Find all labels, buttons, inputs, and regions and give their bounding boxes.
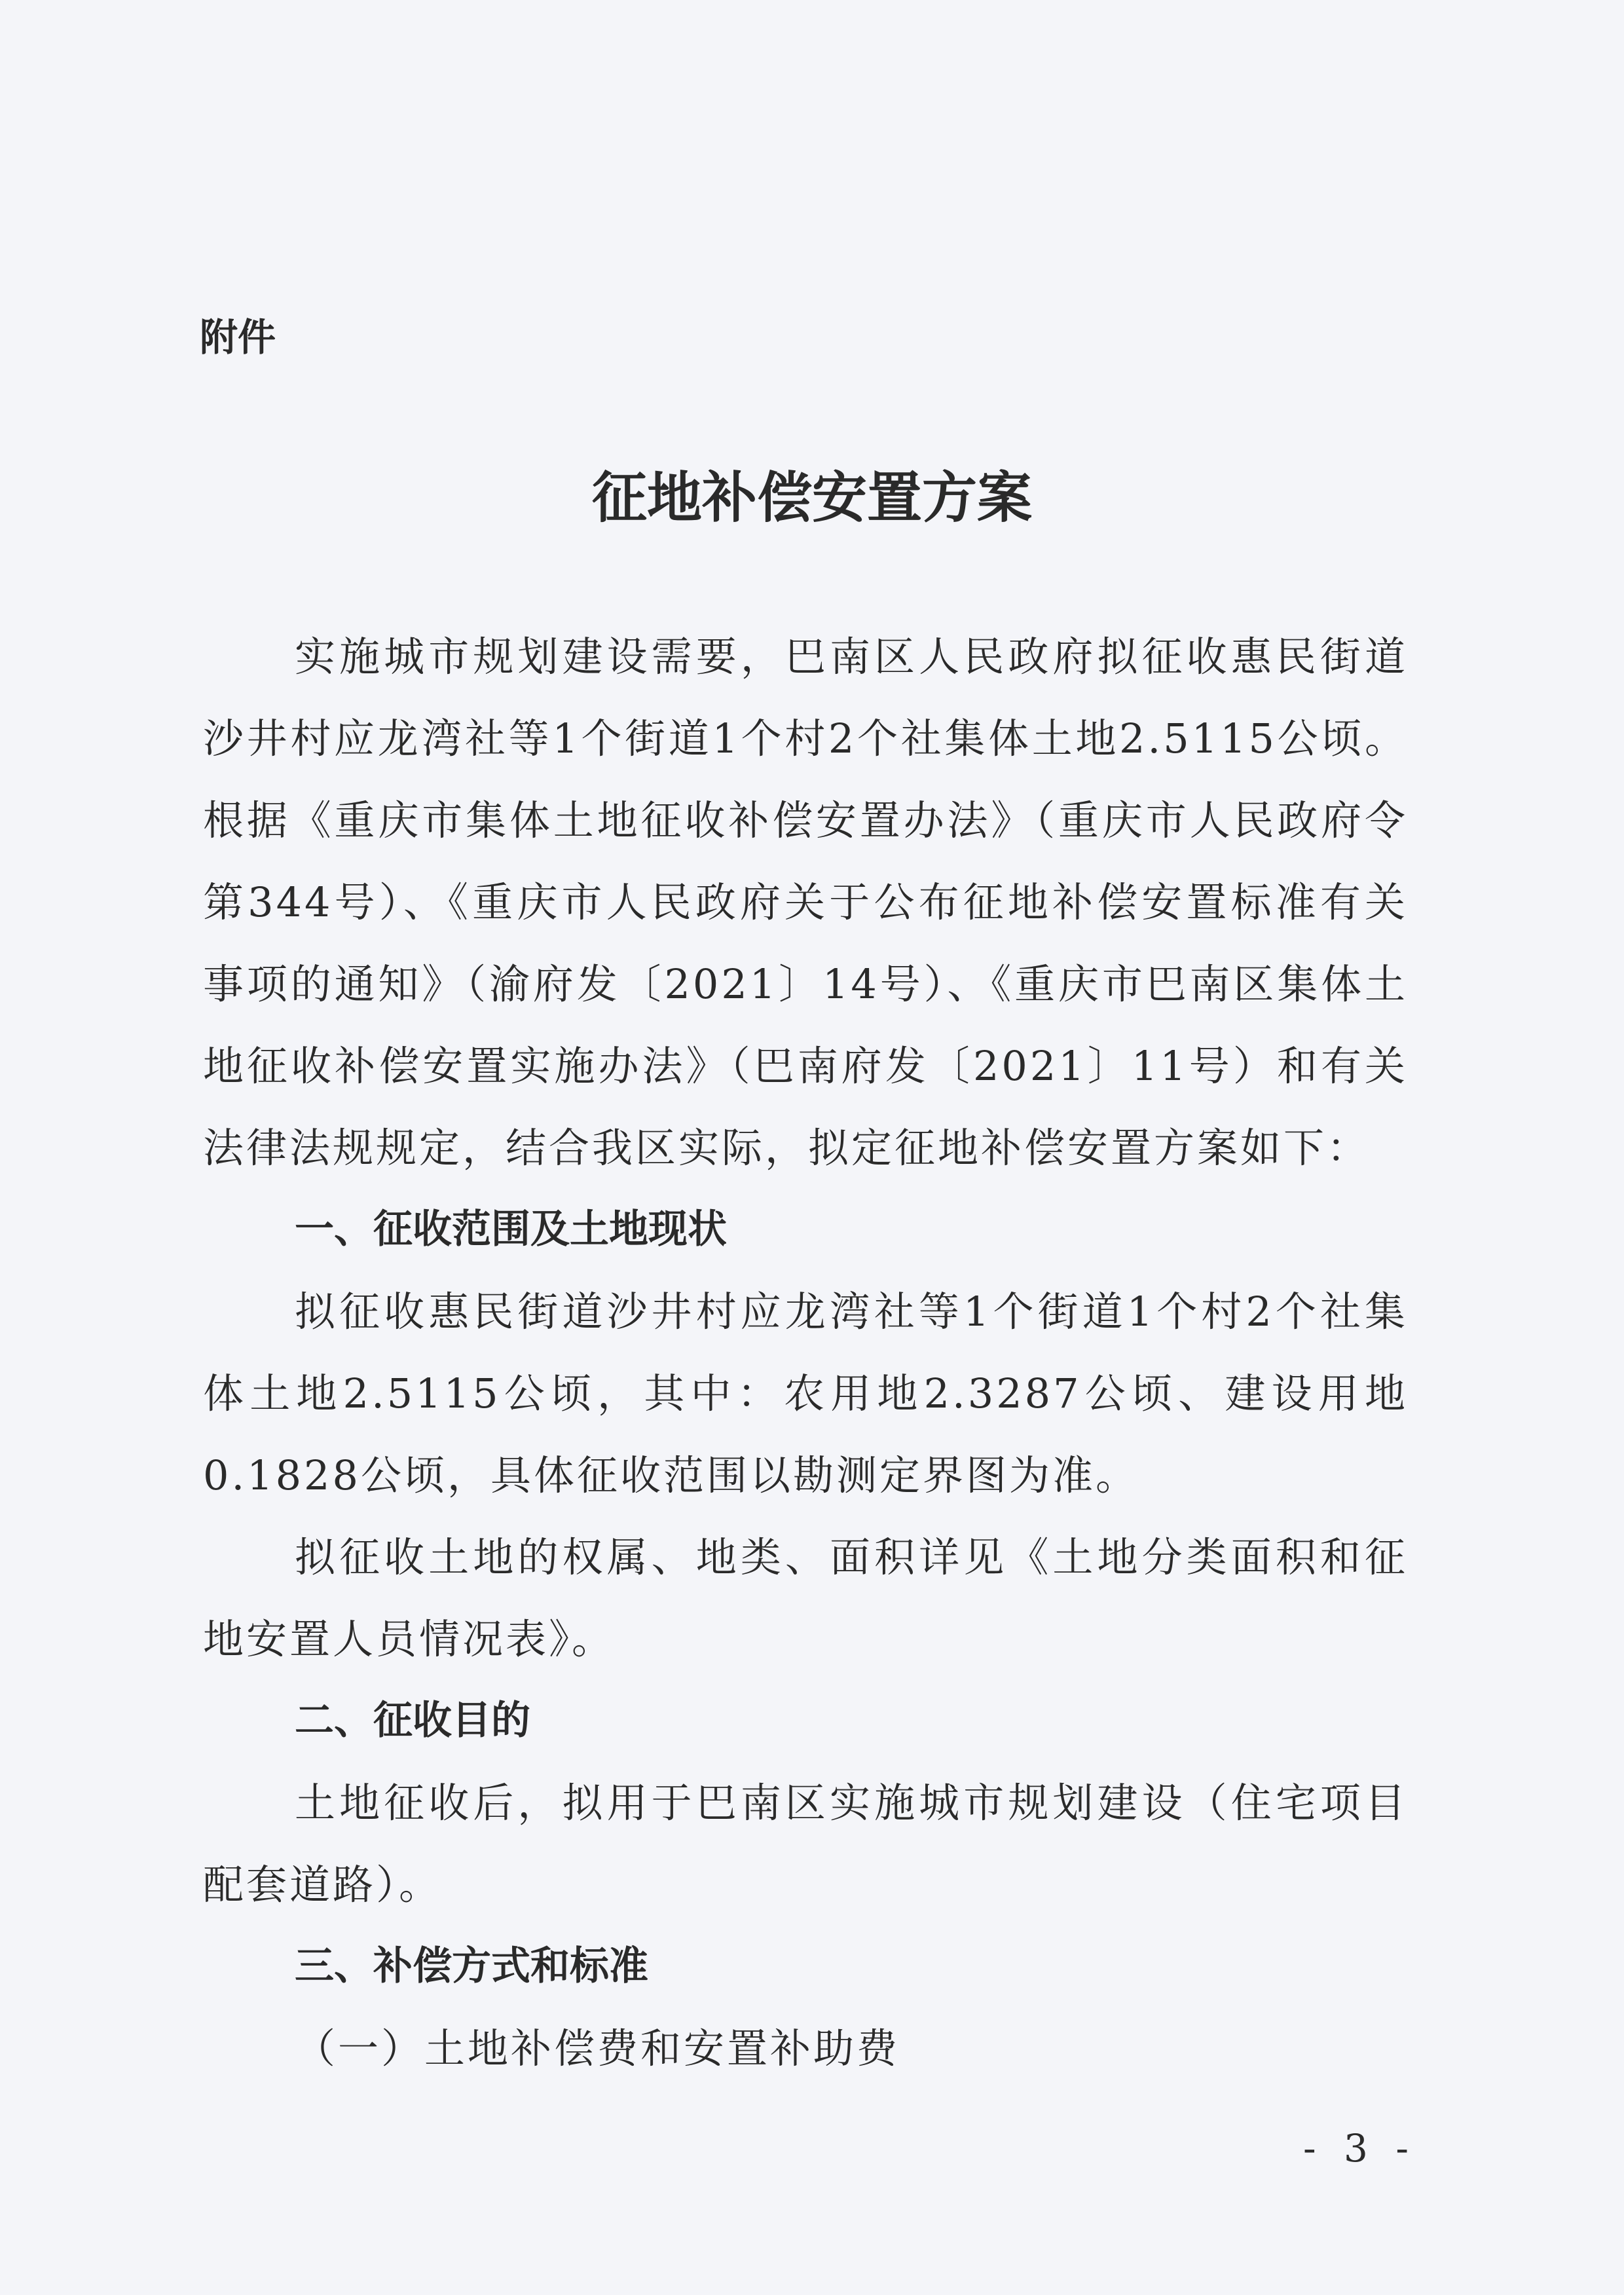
- section3-subheading-1: （一）土地补偿费和安置补助费: [295, 2024, 900, 2072]
- section1-paragraph-1: 拟征收惠民街道沙井村应龙湾社等1个街道1个村2个社集体土地2.5115公顷，其中：农用地2.3287公顷、建设用地0.1828公顷，具体征收范围以勘测定界图为准。: [203, 1288, 1408, 1499]
- intro-paragraph: 实施城市规划建设需要，巴南区人民政府拟征收惠民街道沙井村应龙湾社等1个街道1个村2个社集体土地2.5115公顷。根据《重庆市集体土地征收补偿安置办法》（重庆市人民政府令第344号）、《重庆市人民政府关于公布征地补偿安置标准有关事项的通知》（渝府发〔2021〕14号）、《重庆市巴南区集体土地征收补偿安置实施办法》（巴南府发〔2021〕11号）和有关法律法规规定，结合我区实际，拟定征地补偿安置方案如下：: [203, 633, 1408, 1172]
- document-body: [203, 616, 1408, 2089]
- section-heading-1: 一、征收范围及土地现状: [295, 1206, 727, 1252]
- page-number: - 3 -: [1303, 2126, 1416, 2171]
- attachment-label: 附件: [200, 315, 276, 360]
- section-heading-2: 二、征收目的: [295, 1698, 530, 1744]
- section-heading-3: 三、补偿方式和标准: [295, 1943, 648, 1989]
- document-title: 征地补偿安置方案: [591, 465, 1032, 530]
- section1-paragraph-2: 拟征收土地的权属、地类、面积详见《土地分类面积和征地安置人员情况表》。: [203, 1533, 1408, 1663]
- section2-paragraph-1: 土地征收后，拟用于巴南区实施城市规划建设（住宅项目配套道路）。: [203, 1779, 1408, 1909]
